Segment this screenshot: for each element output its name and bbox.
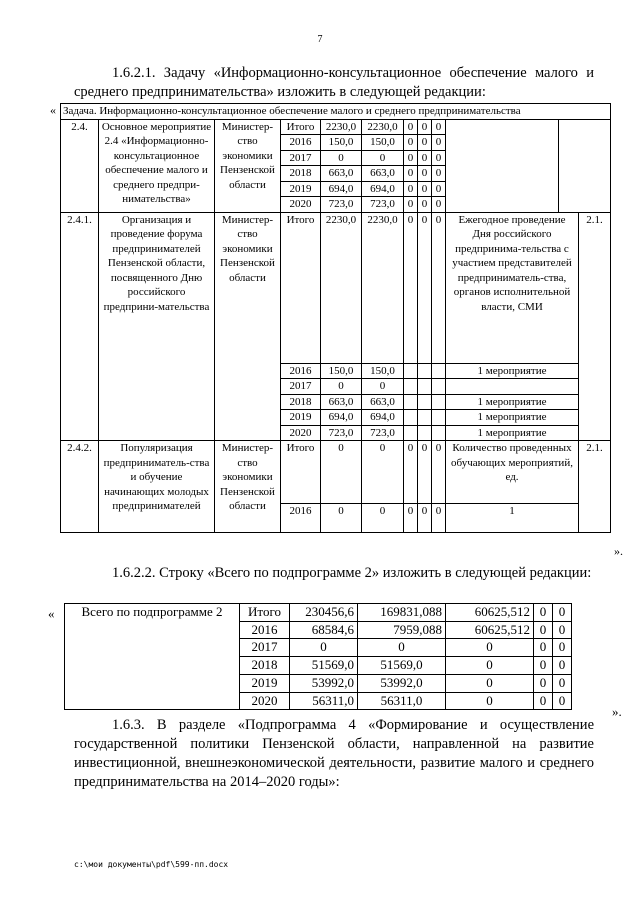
year-cell: 2019 bbox=[240, 674, 290, 692]
open-quote-1: « bbox=[50, 103, 56, 117]
value-cell: 150,0 bbox=[362, 363, 404, 379]
result-cell bbox=[446, 119, 559, 212]
value-cell: 53992,0 bbox=[358, 674, 446, 692]
row-number: 2.4.1. bbox=[61, 212, 99, 441]
value-cell: 663,0 bbox=[321, 394, 362, 410]
table-row bbox=[65, 604, 572, 622]
year-cell: 2020 bbox=[240, 692, 290, 710]
value-cell: 0 bbox=[321, 504, 362, 533]
value-cell: 60625,512 bbox=[446, 621, 534, 639]
value-cell: 0 bbox=[432, 212, 446, 363]
activity-name: Популяризация предприниматель-ства и обучение начинающих молодых предпринимателей bbox=[99, 441, 215, 533]
value-cell: 0 bbox=[553, 692, 572, 710]
value-cell: 51569,0 bbox=[290, 657, 358, 675]
value-cell: 0 bbox=[362, 379, 404, 395]
year-cell: 2018 bbox=[240, 657, 290, 675]
value-cell: 60625,512 bbox=[446, 604, 534, 622]
value-cell: 68584,6 bbox=[290, 621, 358, 639]
value-cell: 663,0 bbox=[362, 166, 404, 182]
goal-cell bbox=[559, 119, 611, 212]
paragraph-1-6-2-2: 1.6.2.2. Строку «Всего по подпрограмме 2» изложить в следующей редакции: bbox=[112, 565, 592, 581]
value-cell: 150,0 bbox=[321, 363, 362, 379]
open-quote-2: « bbox=[48, 606, 55, 621]
value-cell: 723,0 bbox=[362, 425, 404, 441]
value-cell: 0 bbox=[534, 604, 553, 622]
value-cell: 0 bbox=[418, 181, 432, 197]
value-cell: 0 bbox=[534, 674, 553, 692]
table-row bbox=[61, 119, 611, 135]
year-cell: 2016 bbox=[240, 621, 290, 639]
value-cell: 0 bbox=[321, 150, 362, 166]
value-cell: 0 bbox=[432, 119, 446, 135]
value-cell: 0 bbox=[432, 181, 446, 197]
value-cell: 0 bbox=[418, 504, 432, 533]
value-cell bbox=[418, 425, 432, 441]
value-cell: 0 bbox=[358, 639, 446, 657]
value-cell: 0 bbox=[432, 441, 446, 504]
value-cell: 0 bbox=[553, 657, 572, 675]
value-cell: 0 bbox=[446, 657, 534, 675]
value-cell: 0 bbox=[553, 604, 572, 622]
result-cell: 1 мероприятие bbox=[446, 394, 579, 410]
value-cell bbox=[432, 425, 446, 441]
value-cell: 0 bbox=[418, 135, 432, 151]
value-cell: 0 bbox=[446, 674, 534, 692]
value-cell: 7959,088 bbox=[358, 621, 446, 639]
year-cell: 2019 bbox=[281, 181, 321, 197]
value-cell: 0 bbox=[432, 135, 446, 151]
value-cell: 0 bbox=[418, 150, 432, 166]
value-cell: 694,0 bbox=[321, 181, 362, 197]
result-cell: Количество проведенных обучающих мероприятий, ед. bbox=[446, 441, 579, 504]
value-cell: 51569,0 bbox=[358, 657, 446, 675]
year-cell: 2017 bbox=[281, 379, 321, 395]
value-cell: 150,0 bbox=[321, 135, 362, 151]
value-cell: 0 bbox=[534, 639, 553, 657]
result-cell: Ежегодное проведение Дня российского предпринима-тельства с участием представителей предприниматель-ства, органов исполнительной власти, СМИ bbox=[446, 212, 579, 363]
result-cell: 1 мероприятие bbox=[446, 410, 579, 426]
value-cell bbox=[404, 379, 418, 395]
row-number: 2.4.2. bbox=[61, 441, 99, 533]
value-cell: 53992,0 bbox=[290, 674, 358, 692]
responsible: Министер-ство экономики Пензенской области bbox=[215, 441, 281, 533]
value-cell: 0 bbox=[404, 119, 418, 135]
value-cell: 0 bbox=[404, 212, 418, 363]
value-cell: 0 bbox=[418, 166, 432, 182]
year-cell: 2019 bbox=[281, 410, 321, 426]
value-cell: 0 bbox=[362, 441, 404, 504]
total-label: Всего по подпрограмме 2 bbox=[65, 604, 240, 710]
value-cell bbox=[432, 363, 446, 379]
value-cell: 56311,0 bbox=[290, 692, 358, 710]
value-cell: 694,0 bbox=[321, 410, 362, 426]
activity-name: Основное мероприятие 2.4 «Информационно-консультационное обеспечение малого и среднего предпри-нимательства» bbox=[99, 119, 215, 212]
close-quote-1: ». bbox=[614, 544, 623, 558]
year-cell: Итого bbox=[281, 441, 321, 504]
value-cell: 56311,0 bbox=[358, 692, 446, 710]
result-cell: 1 мероприятие bbox=[446, 425, 579, 441]
table-row bbox=[61, 212, 611, 363]
year-cell: 2016 bbox=[281, 504, 321, 533]
task-table bbox=[60, 103, 611, 533]
value-cell: 694,0 bbox=[362, 410, 404, 426]
value-cell: 0 bbox=[432, 504, 446, 533]
value-cell: 0 bbox=[553, 639, 572, 657]
value-cell: 0 bbox=[553, 621, 572, 639]
value-cell: 694,0 bbox=[362, 181, 404, 197]
value-cell bbox=[418, 410, 432, 426]
value-cell bbox=[404, 394, 418, 410]
value-cell: 723,0 bbox=[362, 197, 404, 213]
value-cell: 663,0 bbox=[321, 166, 362, 182]
value-cell: 0 bbox=[404, 441, 418, 504]
goal-cell: 2.1. bbox=[579, 212, 611, 441]
value-cell: 0 bbox=[321, 379, 362, 395]
task-header-row bbox=[61, 104, 611, 120]
year-cell: 2016 bbox=[281, 135, 321, 151]
value-cell bbox=[404, 363, 418, 379]
value-cell: 0 bbox=[553, 674, 572, 692]
year-cell: Итого bbox=[281, 212, 321, 363]
value-cell: 0 bbox=[404, 504, 418, 533]
value-cell bbox=[418, 379, 432, 395]
value-cell: 0 bbox=[362, 504, 404, 533]
value-cell: 663,0 bbox=[362, 394, 404, 410]
value-cell: 723,0 bbox=[321, 197, 362, 213]
value-cell: 0 bbox=[418, 212, 432, 363]
row-number: 2.4. bbox=[61, 119, 99, 212]
file-path-footer: c:\мои документы\pdf\599-пп.docx bbox=[74, 860, 229, 869]
value-cell: 0 bbox=[446, 692, 534, 710]
responsible: Министер-ство экономики Пензенской области bbox=[215, 119, 281, 212]
close-quote-2: ». bbox=[612, 704, 622, 719]
value-cell: 230456,6 bbox=[290, 604, 358, 622]
value-cell bbox=[418, 363, 432, 379]
value-cell bbox=[432, 394, 446, 410]
result-cell: 1 bbox=[446, 504, 579, 533]
result-cell bbox=[446, 379, 579, 395]
subprogram-total-table bbox=[64, 603, 572, 710]
value-cell: 0 bbox=[446, 639, 534, 657]
activity-name: Организация и проведение форума предпринимателей Пензенской области, посвященного Дню российского предприни-мательства bbox=[99, 212, 215, 441]
value-cell: 0 bbox=[290, 639, 358, 657]
value-cell: 0 bbox=[404, 197, 418, 213]
value-cell: 2230,0 bbox=[362, 119, 404, 135]
value-cell: 723,0 bbox=[321, 425, 362, 441]
value-cell: 0 bbox=[534, 621, 553, 639]
year-cell: 2018 bbox=[281, 166, 321, 182]
value-cell: 0 bbox=[432, 150, 446, 166]
value-cell: 0 bbox=[404, 181, 418, 197]
result-cell: 1 мероприятие bbox=[446, 363, 579, 379]
value-cell: 0 bbox=[321, 441, 362, 504]
value-cell: 2230,0 bbox=[362, 212, 404, 363]
year-cell: 2020 bbox=[281, 197, 321, 213]
value-cell: 0 bbox=[534, 692, 553, 710]
value-cell bbox=[418, 394, 432, 410]
value-cell: 0 bbox=[418, 197, 432, 213]
value-cell: 0 bbox=[534, 657, 553, 675]
value-cell bbox=[404, 425, 418, 441]
task-header: Задача. Информационно-консультационное обеспечение малого и среднего предпринимательства bbox=[61, 104, 611, 120]
responsible: Министер-ство экономики Пензенской области bbox=[215, 212, 281, 441]
value-cell: 0 bbox=[418, 441, 432, 504]
paragraph-1-6-3: 1.6.3. В разделе «Подпрограмма 4 «Формирование и осуществление государственной политики Пензенской области, направленной на развитие инвестиционной, внешнеэкономической деятельности, развитие малого и среднего предпринимательства на 2014–2020 годы»: bbox=[74, 717, 594, 790]
year-cell: 2016 bbox=[281, 363, 321, 379]
value-cell: 169831,088 bbox=[358, 604, 446, 622]
value-cell: 2230,0 bbox=[321, 212, 362, 363]
paragraph-1-6-2-1: 1.6.2.1. Задачу «Информационно-консультационное обеспечение малого и среднего предпринимательства» изложить в следующей редакции: bbox=[74, 65, 594, 100]
value-cell: 0 bbox=[418, 119, 432, 135]
year-cell: 2017 bbox=[281, 150, 321, 166]
value-cell bbox=[432, 410, 446, 426]
value-cell: 0 bbox=[404, 166, 418, 182]
value-cell: 0 bbox=[362, 150, 404, 166]
value-cell: 0 bbox=[432, 166, 446, 182]
year-cell: 2020 bbox=[281, 425, 321, 441]
value-cell: 0 bbox=[404, 135, 418, 151]
goal-cell: 2.1. bbox=[579, 441, 611, 533]
year-cell: Итого bbox=[281, 119, 321, 135]
page-number: 7 bbox=[317, 34, 323, 45]
year-cell: Итого bbox=[240, 604, 290, 622]
value-cell: 0 bbox=[432, 197, 446, 213]
value-cell bbox=[404, 410, 418, 426]
table-row bbox=[61, 441, 611, 504]
value-cell: 150,0 bbox=[362, 135, 404, 151]
year-cell: 2018 bbox=[281, 394, 321, 410]
value-cell: 2230,0 bbox=[321, 119, 362, 135]
year-cell: 2017 bbox=[240, 639, 290, 657]
value-cell: 0 bbox=[404, 150, 418, 166]
value-cell bbox=[432, 379, 446, 395]
